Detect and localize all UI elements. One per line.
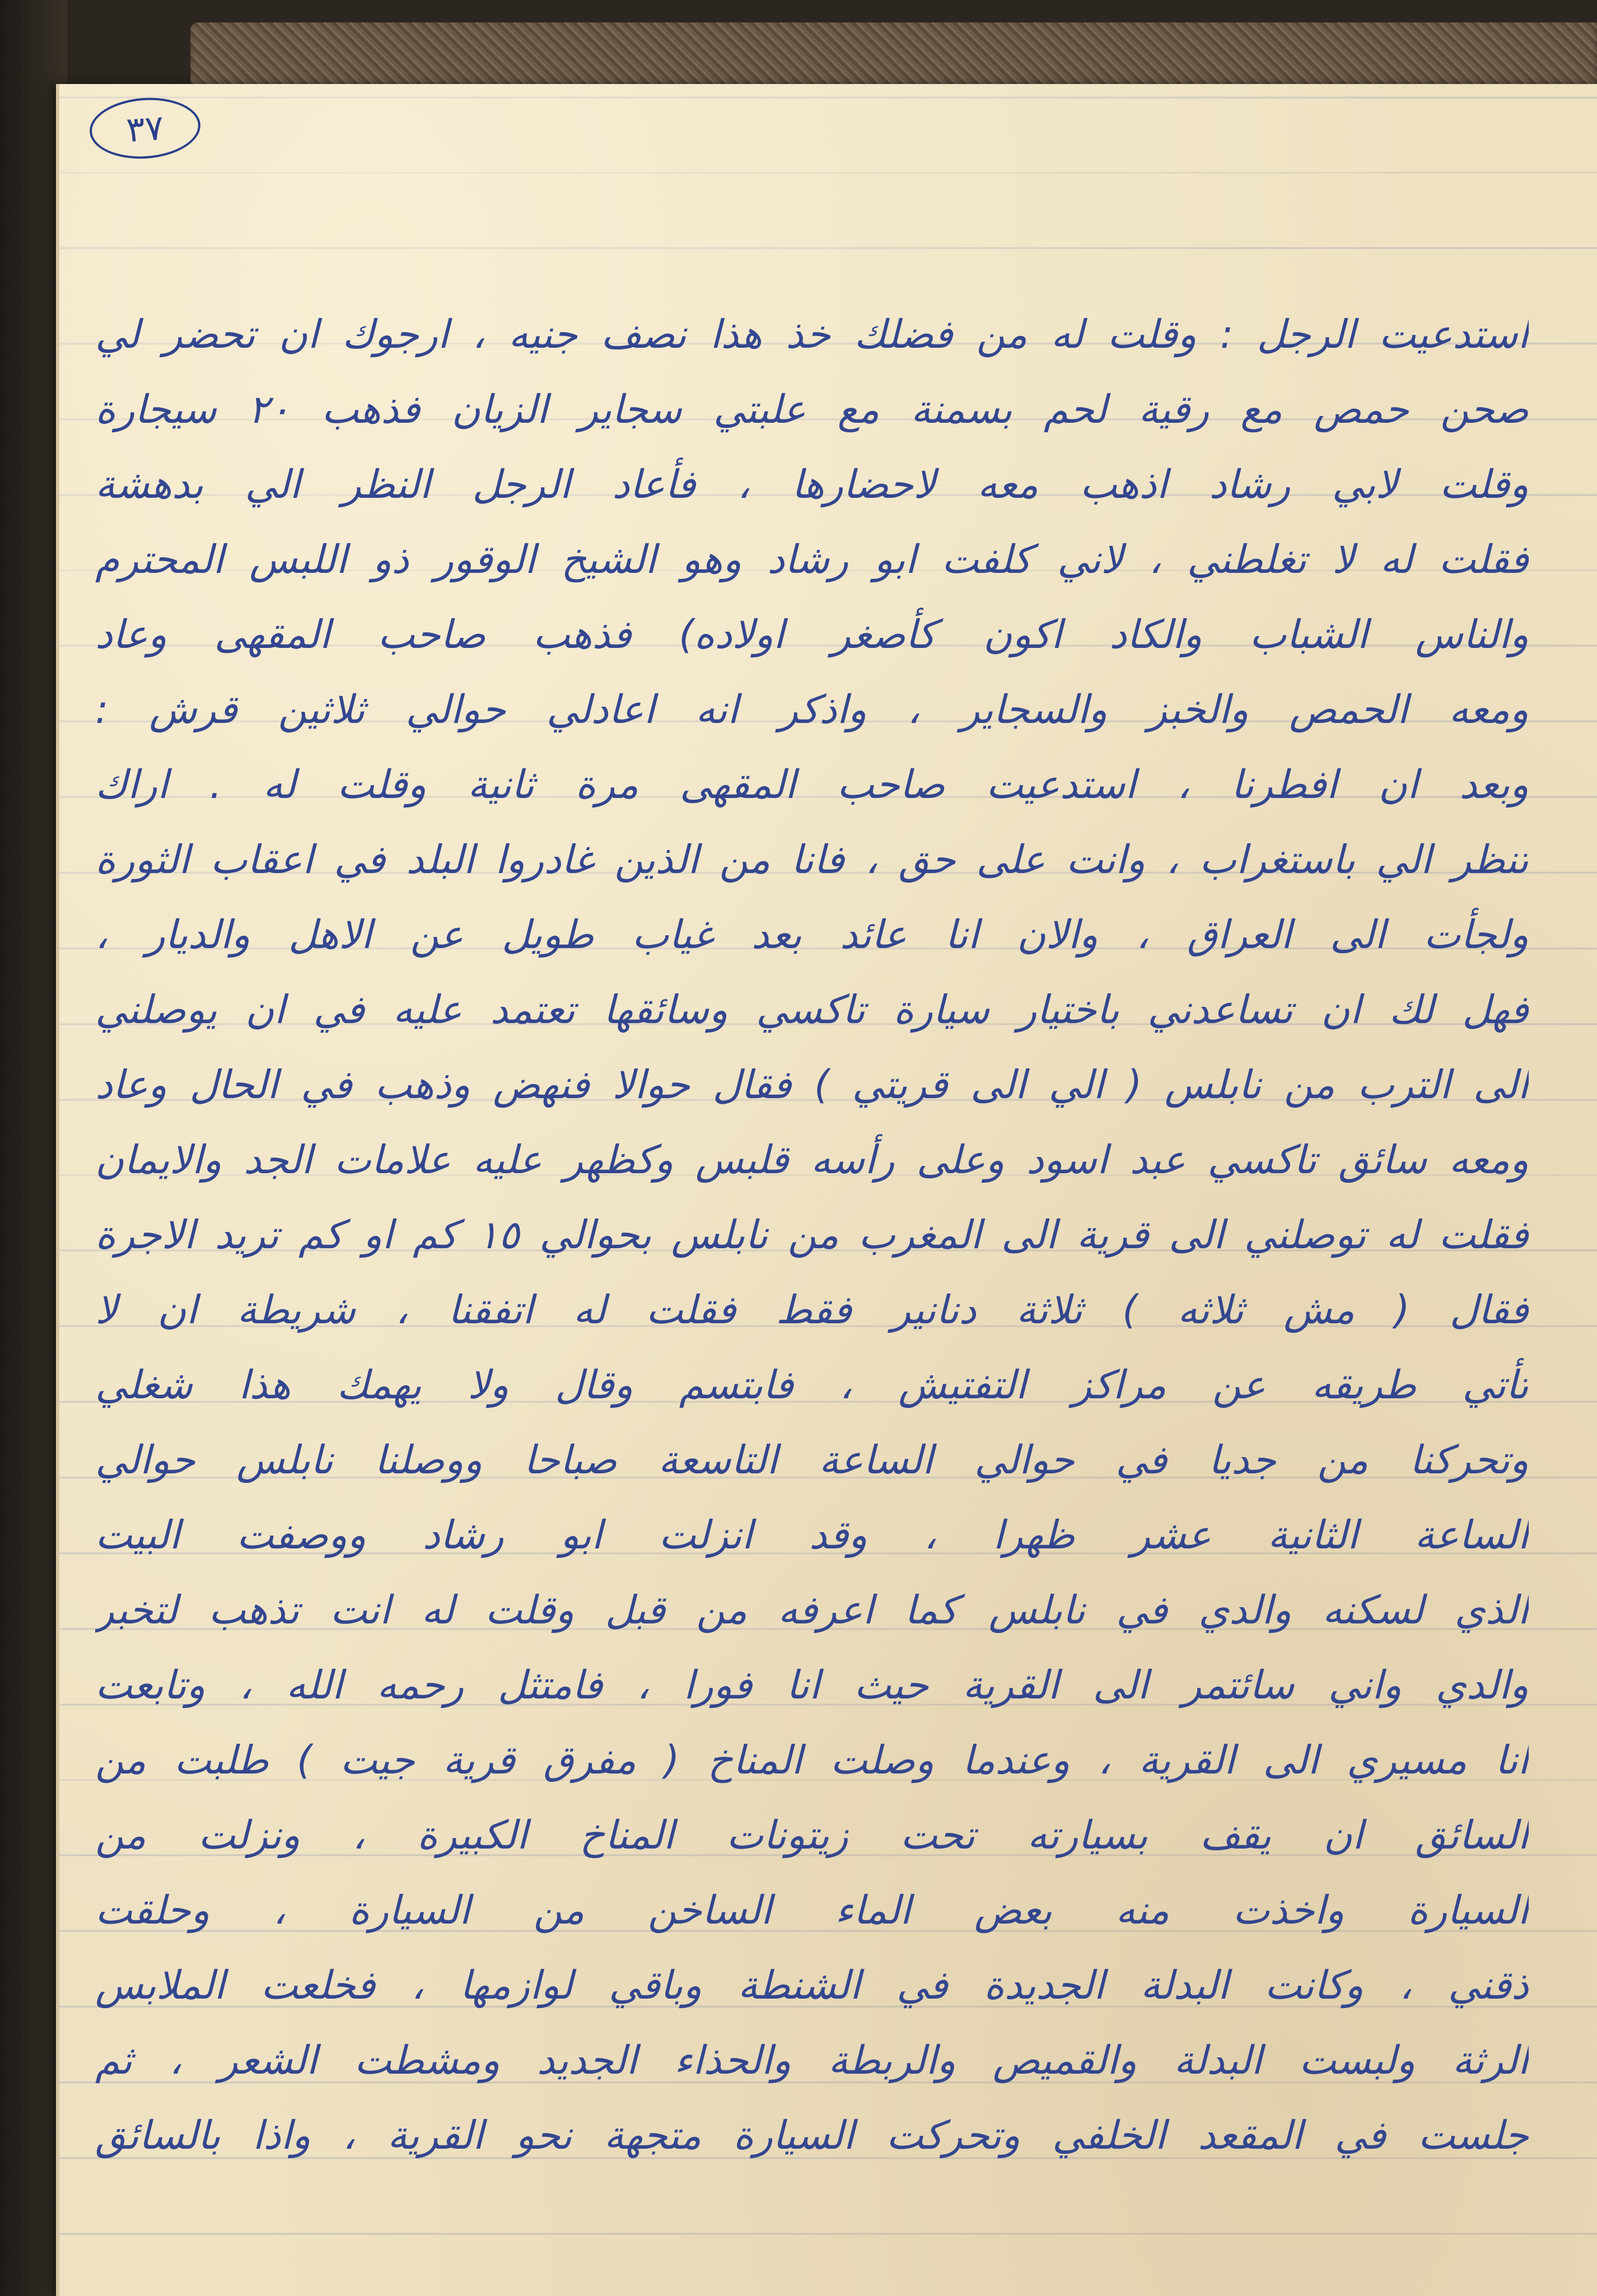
text-line: وقلت لابي رشاد اذهب معه لاحضارها ، فأعاد الرجل النظر الي بدهشة <box>95 461 1529 507</box>
text-line: جلست في المقعد الخلفي وتحركت السيارة متجهة نحو القرية ، واذا بالسائق <box>95 2112 1529 2158</box>
text-line: ولجأت الى العراق ، والان انا عائد بعد غياب طويل عن الاهل والديار ، <box>95 912 1529 958</box>
text-line: تنظر الي باستغراب ، وانت على حق ، فانا من الذين غادروا البلد في اعقاب الثورة <box>95 837 1529 883</box>
page-number: ٣٧ <box>87 94 202 162</box>
text-line: السائق ان يقف بسيارته تحت زيتونات المناخ الكبيرة ، ونزلت من <box>95 1812 1529 1858</box>
text-line: الساعة الثانية عشر ظهرا ، وقد انزلت ابو رشاد ووصفت البيت <box>95 1512 1529 1558</box>
text-line: انا مسيري الى القرية ، وعندما وصلت المناخ ( مفرق قرية جيت ) طلبت من <box>95 1737 1529 1783</box>
text-line: فهل لك ان تساعدني باختيار سيارة تاكسي وسائقها تعتمد عليه في ان يوصلني <box>95 987 1529 1033</box>
text-line: وبعد ان افطرنا ، استدعيت صاحب المقهى مرة ثانية وقلت له . اراك <box>95 762 1529 808</box>
text-line: وتحركنا من جديا في حوالي الساعة التاسعة صباحا ووصلنا نابلس حوالي <box>95 1437 1529 1483</box>
text-line: استدعيت الرجل : وقلت له من فضلك خذ هذا نصف جنيه ، ارجوك ان تحضر لي <box>95 311 1529 357</box>
text-line: فقلت له توصلني الى قرية الى المغرب من نابلس بحوالي ١٥ كم او كم تريد الاجرة <box>95 1212 1529 1258</box>
text-line: ومعه الحمص والخبز والسجاير ، واذكر انه اعادلي حوالي ثلاثين قرش : <box>95 687 1529 732</box>
text-line: الرثة ولبست البدلة والقميص والربطة والحذاء الجديد ومشطت الشعر ، ثم <box>95 2037 1529 2083</box>
text-line: تأتي طريقه عن مراكز التفتيش ، فابتسم وقال ولا يهمك هذا شغلي <box>95 1362 1529 1408</box>
text-line: ومعه سائق تاكسي عبد اسود وعلى رأسه قلبس وكظهر عليه علامات الجد والايمان <box>95 1137 1529 1183</box>
text-line: الى الترب من نابلس ( الي الى قريتي ) فقال حوالا فنهض وذهب في الحال وعاد <box>95 1062 1529 1108</box>
handwritten-text-block <box>95 297 1529 2201</box>
text-line: صحن حمص مع رقية لحم بسمنة مع علبتي سجاير الزيان فذهب ٢٠ سيجارة <box>95 386 1529 432</box>
text-line: والدي واني سائتمر الى القرية حيث انا فورا ، فامتثل رحمه الله ، وتابعت <box>95 1662 1529 1708</box>
notebook-cover-edge <box>190 22 1597 90</box>
text-line: السيارة واخذت منه بعض الماء الساخن من السيارة ، وحلقت <box>95 1887 1529 1933</box>
text-line: الذي لسكنه والدي في نابلس كما اعرفه من قبل وقلت له انت تذهب لتخبر <box>95 1587 1529 1633</box>
text-line: ذقني ، وكانت البدلة الجديدة في الشنطة وباقي لوازمها ، فخلعت الملابس <box>95 1962 1529 2008</box>
text-line: فقال ( مش ثلاثه ) ثلاثة دنانير فقط فقلت له اتفقنا ، شريطة ان لا <box>95 1287 1529 1333</box>
text-line: والناس الشباب والكاد اكون كأصغر اولاده) فذهب صاحب المقهى وعاد <box>95 612 1529 657</box>
text-line: فقلت له لا تغلطني ، لاني كلفت ابو رشاد وهو الشيخ الوقور ذو اللبس المحترم <box>95 536 1529 582</box>
